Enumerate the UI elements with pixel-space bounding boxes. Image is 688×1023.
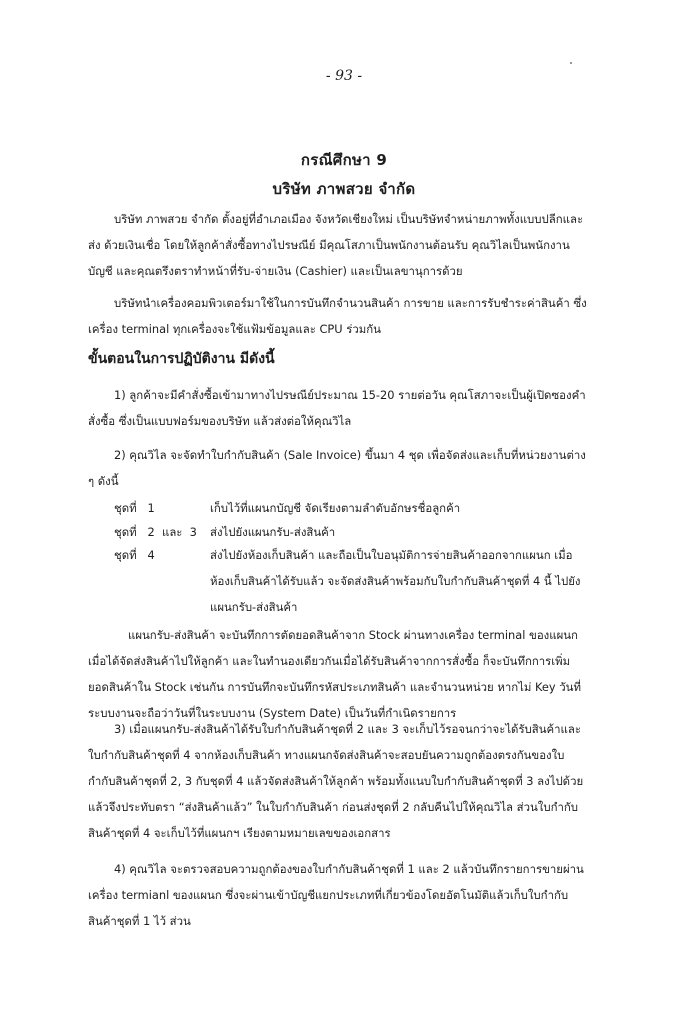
shipping-dept-paragraph: แผนกรับ-ส่งสินค้า จะบันทึกการตัดยอดสินค้าจาก Stock ผ่านทางเครื่อง terminal ของแผนก เมื่อได้จัดส่งสินค้าไปให้ลูกค้า และในทำนองเดียวกันเมื่อได้รับสินค้าจากการสั่งซื้อ ก็จะบันทึกการเพิ่มยอดสินค้าใน Stock เช่นกัน การบันทึกจะบันทึกรหัสประเภทสินค้า และจำนวนหน่วย หากไม่ Key วันที่ระบบงานจะถือว่าวันที่ในระบบงาน (System Date) เป็นวันที่กำเนิดรายการ xyxy=(88,628,581,720)
scan-speck xyxy=(570,62,572,64)
step-3: 3) เมื่อแผนกรับ-ส่งสินค้าได้รับใบกำกับสินค้าชุดที่ 2 และ 3 จะเก็บไว้รอจนกว่าจะได้รับสินค้าและใบกำกับสินค้าชุดที่ 4 จากห้องเก็บสินค้า ทางแผนกจัดส่งสินค้าจะสอบยันความถูกต้องตรงกันของใบกำกับสินค้าชุดที่ 2, 3 กับชุดที่ 4 แล้วจัดส่งสินค้าให้ลูกค้า พร้อมทั้งแนบใบกำกับสินค้าชุดที่ 3 ลงไปด้วย แล้วจึงประทับตรา “ส่งสินค้าแล้ว” ในใบกำกับสินค้า ก่อนส่งชุดที่ 2 กลับคืนไปให้คุณวิไล ส่วนใบกำกับสินค้าชุดที่ 4 จะเก็บไว้ที่แผนกฯ เรียงตามหมายเลขของเอกสาร xyxy=(88,722,584,840)
intro-paragraph-1: บริษัท ภาพสวย จำกัด ตั้งอยู่ที่อำเภอเมือง จังหวัดเชียงใหม่ เป็นบริษัทจำหน่ายภาพทั้งแบบปลีกและส่ง ด้วยเงินเชื่อ โดยให้ลูกค้าสั่งซื้อทางไปรษณีย์ มีคุณโสภาเป็นพนักงานต้อนรับ คุณวิไลเป็นพนักงานบัญชี และคุณตรึงตราทำหน้าที่รับ-จ่ายเงิน (Cashier) และเป็นเลขานุการด้วย xyxy=(88,212,584,278)
copy-label: ชุดที่ 1 xyxy=(114,501,155,515)
copy-label: ชุดที่ 2 และ 3 xyxy=(114,525,197,539)
step-2: 2) คุณวิไล จะจัดทำใบกำกับสินค้า (Sale Invoice) ขึ้นมา 4 ชุด เพื่อจัดส่งและเก็บที่หน่วยงานต่าง ๆ ดังนี้ xyxy=(88,448,586,488)
section-heading: ขั้นตอนในการปฏิบัติงาน มีดังนี้ xyxy=(88,351,275,367)
step-1: 1) ลูกค้าจะมีคำสั่งซื้อเข้ามาทางไปรษณีย์ประมาณ 15-20 รายต่อวัน คุณโสภาจะเป็นผู้เปิดซองคำสั่งซื้อ ซึ่งเป็นแบบฟอร์มของบริษัท แล้วส่งต่อให้คุณวิไล xyxy=(88,388,586,428)
page-number: - 93 - xyxy=(325,68,363,84)
copy-text: เก็บไว้ที่แผนกบัญชี จัดเรียงตามลำดับอักษรชื่อลูกค้า xyxy=(210,501,461,515)
copy-text: ส่งไปยังแผนกรับ-ส่งสินค้า xyxy=(210,525,336,539)
step-4: 4) คุณวิไล จะตรวจสอบความถูกต้องของใบกำกับสินค้าชุดที่ 1 และ 2 แล้วบันทึกรายการขายผ่านเครื่อง termianl ของแผนก ซึ่งจะผ่านเข้าบัญชีแยกประเภทที่เกี่ยวข้องโดยอัตโนมัติแล้วเก็บใบกำกับสินค้าชุดที่ 1 ไว้ ส่วน xyxy=(88,862,584,928)
company-name: บริษัท ภาพสวย จำกัด xyxy=(272,180,416,198)
copy-text: ส่งไปยังห้องเก็บสินค้า และถือเป็นใบอนุมัติการจ่ายสินค้าออกจากแผนก เมื่อห้องเก็บสินค้าได้รับแล้ว จะจัดส่งสินค้าพร้อมกับใบกำกับสินค้าชุดที่ 4 นี้ ไปยังแผนกรับ-ส่งสินค้า xyxy=(210,548,581,614)
intro-paragraph-2: บริษัทนำเครื่องคอมพิวเตอร์มาใช้ในการบันทึกจำนวนสินค้า การขาย และการรับชำระค่าสินค้า ซึ่งเครื่อง terminal ทุกเครื่องจะใช้แฟ้มข้อมูลและ CPU ร่วมกัน xyxy=(88,296,587,336)
case-study-title: กรณีศึกษา 9 xyxy=(300,151,388,169)
copy-label: ชุดที่ 4 xyxy=(114,548,155,562)
